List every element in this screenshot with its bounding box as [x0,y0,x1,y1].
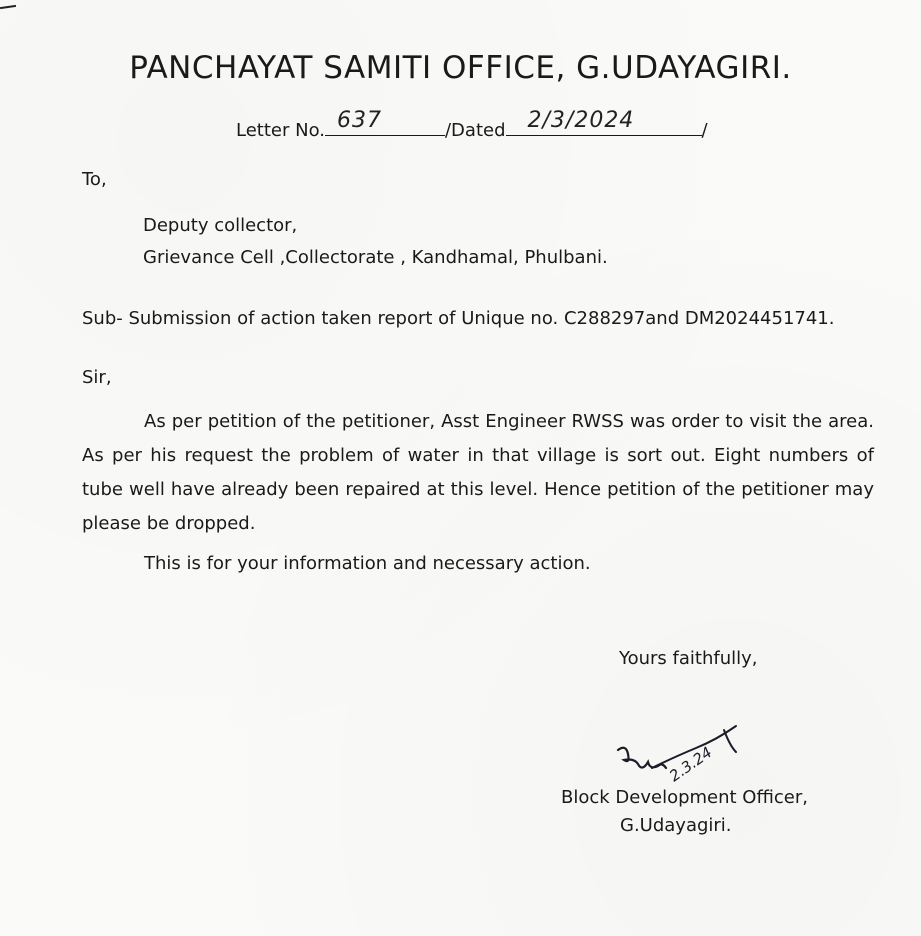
trailing-slash: / [701,120,708,141]
signatory-designation: Block Development Officer, [561,787,808,808]
to-label: To, [82,169,107,190]
signature [612,722,752,792]
info-line: This is for your information and necessary action. [144,553,591,574]
date-field [506,108,702,136]
letter-no-value: 637 [336,108,382,133]
recipient-line-2: Grievance Cell ,Collectorate , Kandhamal, Phulbani. [143,247,608,268]
greeting: Sir, [82,367,112,388]
closing: Yours faithfully, [619,648,758,669]
recipient-line-1: Deputy collector, [143,215,298,236]
scan-mark [0,5,16,9]
signatory-place: G.Udayagiri. [620,815,732,836]
signature-date: 2.3.24 [665,743,716,786]
reference-line [236,108,708,141]
date-value: 2/3/2024 [527,108,635,133]
subject-line: Sub- Submission of action taken report of Unique no. C288297and DM2024451741. [82,308,835,329]
office-title: PANCHAYAT SAMITI OFFICE, G.UDAYAGIRI. [129,50,792,86]
dated-label: /Dated [444,120,506,141]
letter-no-label: Letter No. [236,120,325,141]
body-paragraph: As per petition of the petitioner, Asst Engineer RWSS was order to visit the area. As per his request the problem of water in that village is sort out. Eight numbers of tube well have already been repaired at this level. Hence petition of the petitioner may please be dropped. [82,411,874,534]
letter-no-field [325,108,445,136]
